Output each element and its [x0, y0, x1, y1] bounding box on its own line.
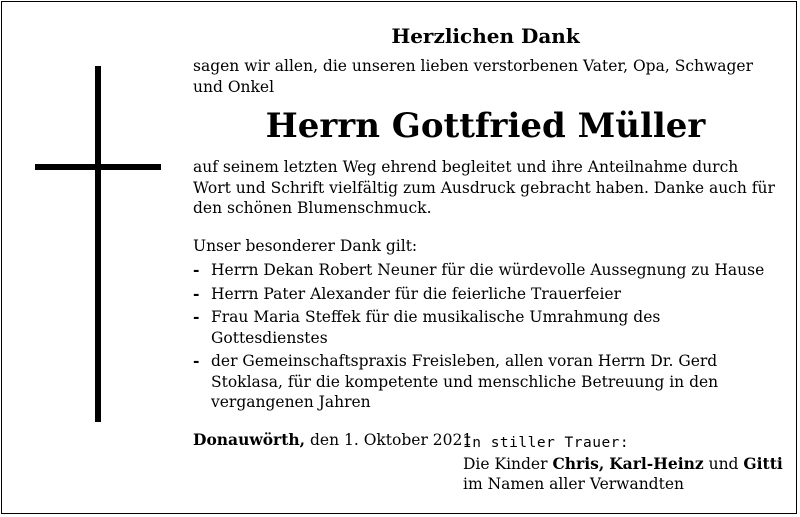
special-thanks-label: Unser besonderer Dank gilt:: [193, 236, 418, 255]
body-text: auf seinem letzten Weg ehrend begleitet und ihre Anteilnahme durch Wort und Schrift vielfältig zum Ausdruck gebracht haben. Danke auch für den schönen Blumenschmuck.: [193, 158, 775, 217]
list-item-text: Herrn Dekan Robert Neuner für die würdevolle Aussegnung zu Hause: [211, 261, 765, 279]
date: den 1. Oktober 2021: [309, 430, 473, 449]
notice-content: [193, 22, 778, 450]
thanks-list: [193, 260, 778, 413]
dash-icon: -: [193, 351, 200, 370]
list-item-text: der Gemeinschaftspraxis Freisleben, allen voran Herrn Dr. Gerd Stoklasa, für die kompetente und menschliche Betreuung in den vergangenen Jahren: [211, 352, 719, 411]
dash-icon: -: [193, 260, 200, 279]
list-item: [193, 284, 778, 305]
dash-icon: -: [193, 307, 200, 326]
signature-name-1: Chris,: [552, 453, 605, 473]
list-item: [193, 260, 778, 281]
deceased-name: Herrn Gottfried Müller: [265, 106, 706, 146]
notice-heading: Herzlichen Dank: [391, 24, 580, 48]
list-item-text: Herrn Pater Alexander für die feierliche Trauerfeier: [211, 284, 622, 303]
signature-name-2: Karl-Heinz: [609, 453, 704, 473]
signature-line-3: im Namen aller Verwandten: [463, 475, 684, 493]
signature-line-2: [463, 454, 783, 475]
signature-prefix: Die Kinder: [463, 454, 548, 473]
list-item: [193, 351, 778, 413]
signature-conj: und: [708, 454, 739, 473]
signature-name-3: Gitti: [743, 453, 783, 473]
signature-block: [463, 433, 783, 495]
place: Donauwörth,: [193, 429, 306, 449]
signature-line-1: In stiller Trauer:: [463, 435, 630, 451]
list-item-text: Frau Maria Steffek für die musikalische Umrahmung des Gottesdienstes: [211, 308, 661, 347]
dash-icon: -: [193, 283, 200, 303]
cross-icon-vertical-beam: [95, 66, 101, 422]
intro-text: sagen wir allen, die unseren lieben verstorbenen Vater, Opa, Schwager und Onkel: [193, 57, 753, 96]
list-item: [193, 307, 778, 348]
cross-icon-horizontal-beam: [35, 164, 161, 170]
